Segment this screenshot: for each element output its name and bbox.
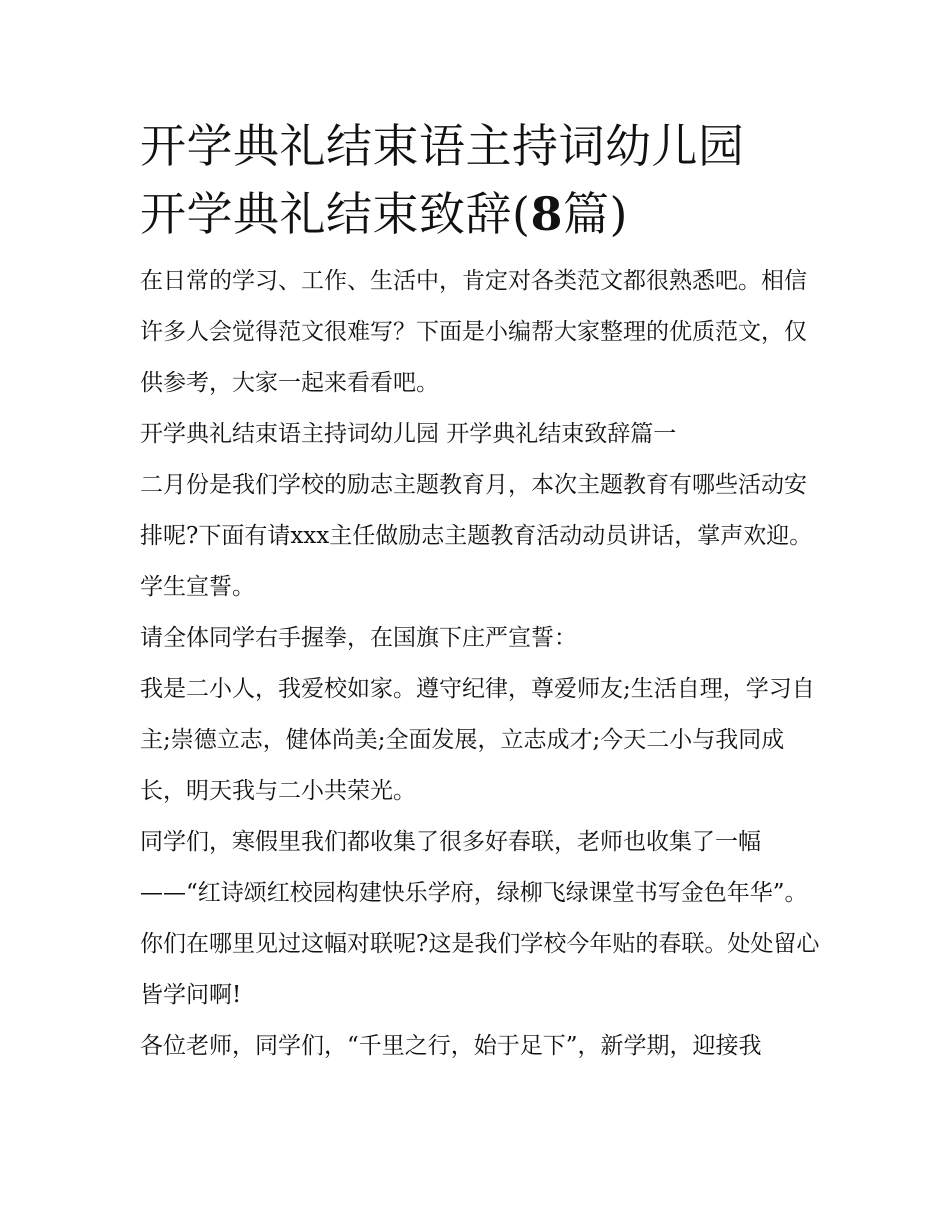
body-paragraph: 请全体同学右手握拳，在国旗下庄严宣誓：	[140, 625, 577, 651]
title-line-1: 开学典礼结束语主持词幼儿园	[140, 119, 745, 173]
body-paragraph: 同学们，寒假里我们都收集了很多好春联，老师也收集了一幅——“红诗颂红校园构建快乐学府，绿柳飞绿课堂书写金色年华”。你们在哪里见过这幅对联呢?这是我们学校今年贴的春联。处处留心皆学问啊!	[140, 829, 820, 1008]
document-title	[140, 112, 820, 248]
title-count: 8	[530, 187, 563, 241]
document-page	[140, 112, 820, 1072]
section-heading: 开学典礼结束语主持词幼儿园 开学典礼结束致辞篇一	[140, 421, 677, 447]
body-paragraph: 二月份是我们学校的励志主题教育月，本次主题教育有哪些活动安排呢?下面有请xxx主任做励志主题教育活动动员讲话，掌声欢迎。 学生宣誓。	[140, 472, 820, 600]
body-paragraph: 我是二小人，我爱校如家。遵守纪律，尊爱师友;生活自理，学习自主;崇德立志，健体尚美;全面发展，立志成才;今天二小与我同成长，明天我与二小共荣光。	[140, 676, 815, 804]
title-line-2-start: 开学典礼结束致辞(	[140, 187, 531, 241]
title-line-2-end: 篇)	[562, 187, 628, 241]
body-paragraph: 各位老师，同学们，“千里之行，始于足下”，新学期，迎接我	[140, 1033, 762, 1059]
intro-paragraph: 在日常的学习、工作、生活中，肯定对各类范文都很熟悉吧。相信许多人会觉得范文很难写？下面是小编帮大家整理的优质范文，仅供参考，大家一起来看看吧。	[140, 268, 807, 396]
